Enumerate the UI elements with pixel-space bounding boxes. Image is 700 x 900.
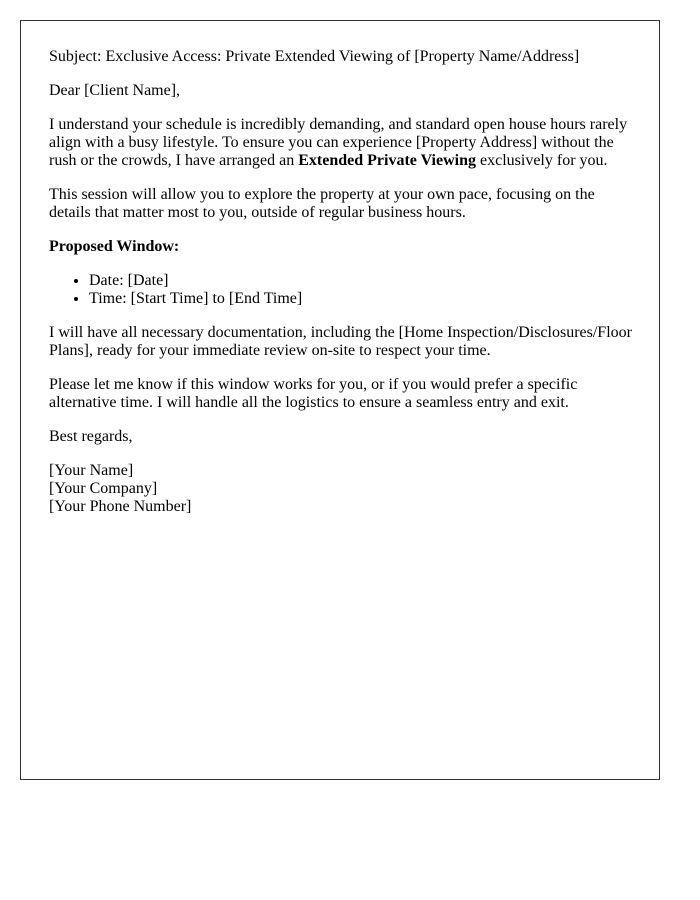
proposed-window-heading-text: Proposed Window: [49,238,180,255]
letter-greeting: Dear [Client Name], [49,82,181,99]
signature-company: [Your Company] [49,480,158,497]
letter-paragraph-documentation: I will have all necessary documentation, including the [Home Inspection/Disclosures/Floor Plans], ready for your immediate review on-site to respect your time. [49,324,632,359]
signature-phone: [Your Phone Number] [49,498,192,515]
intro-text-before: I understand your schedule is incredibly demanding, and standard open house hours rarely align with a busy lifestyle. To ensure you can experience [Property Address] without the rush or the crowds, I have arranged an [49,116,628,169]
intro-text-after: exclusively for you. [476,152,608,169]
list-item-time: • Time: [Start Time] to [End Time] [89,290,639,308]
letter-subject: Subject: Exclusive Access: Private Extended Viewing of [Property Name/Address] [49,48,580,65]
letter-frame [20,20,660,780]
letter-paragraph-session: This session will allow you to explore the property at your own pace, focusing on the details that matter most to you, outside of regular business hours. [49,186,595,221]
proposed-window-heading [49,238,639,256]
letter-paragraph-intro [49,116,639,170]
intro-bold-phrase: Extended Private Viewing [298,152,476,169]
letter-closing: Best regards, [49,428,133,445]
proposed-window-list [49,272,639,308]
signature-block [49,462,639,516]
list-item-date: • Date: [Date] [89,272,639,290]
signature-name: [Your Name] [49,462,134,479]
letter-body [49,48,639,516]
letter-paragraph-request: Please let me know if this window works for you, or if you would prefer a specific alternative time. I will handle all the logistics to ensure a seamless entry and exit. [49,376,578,411]
